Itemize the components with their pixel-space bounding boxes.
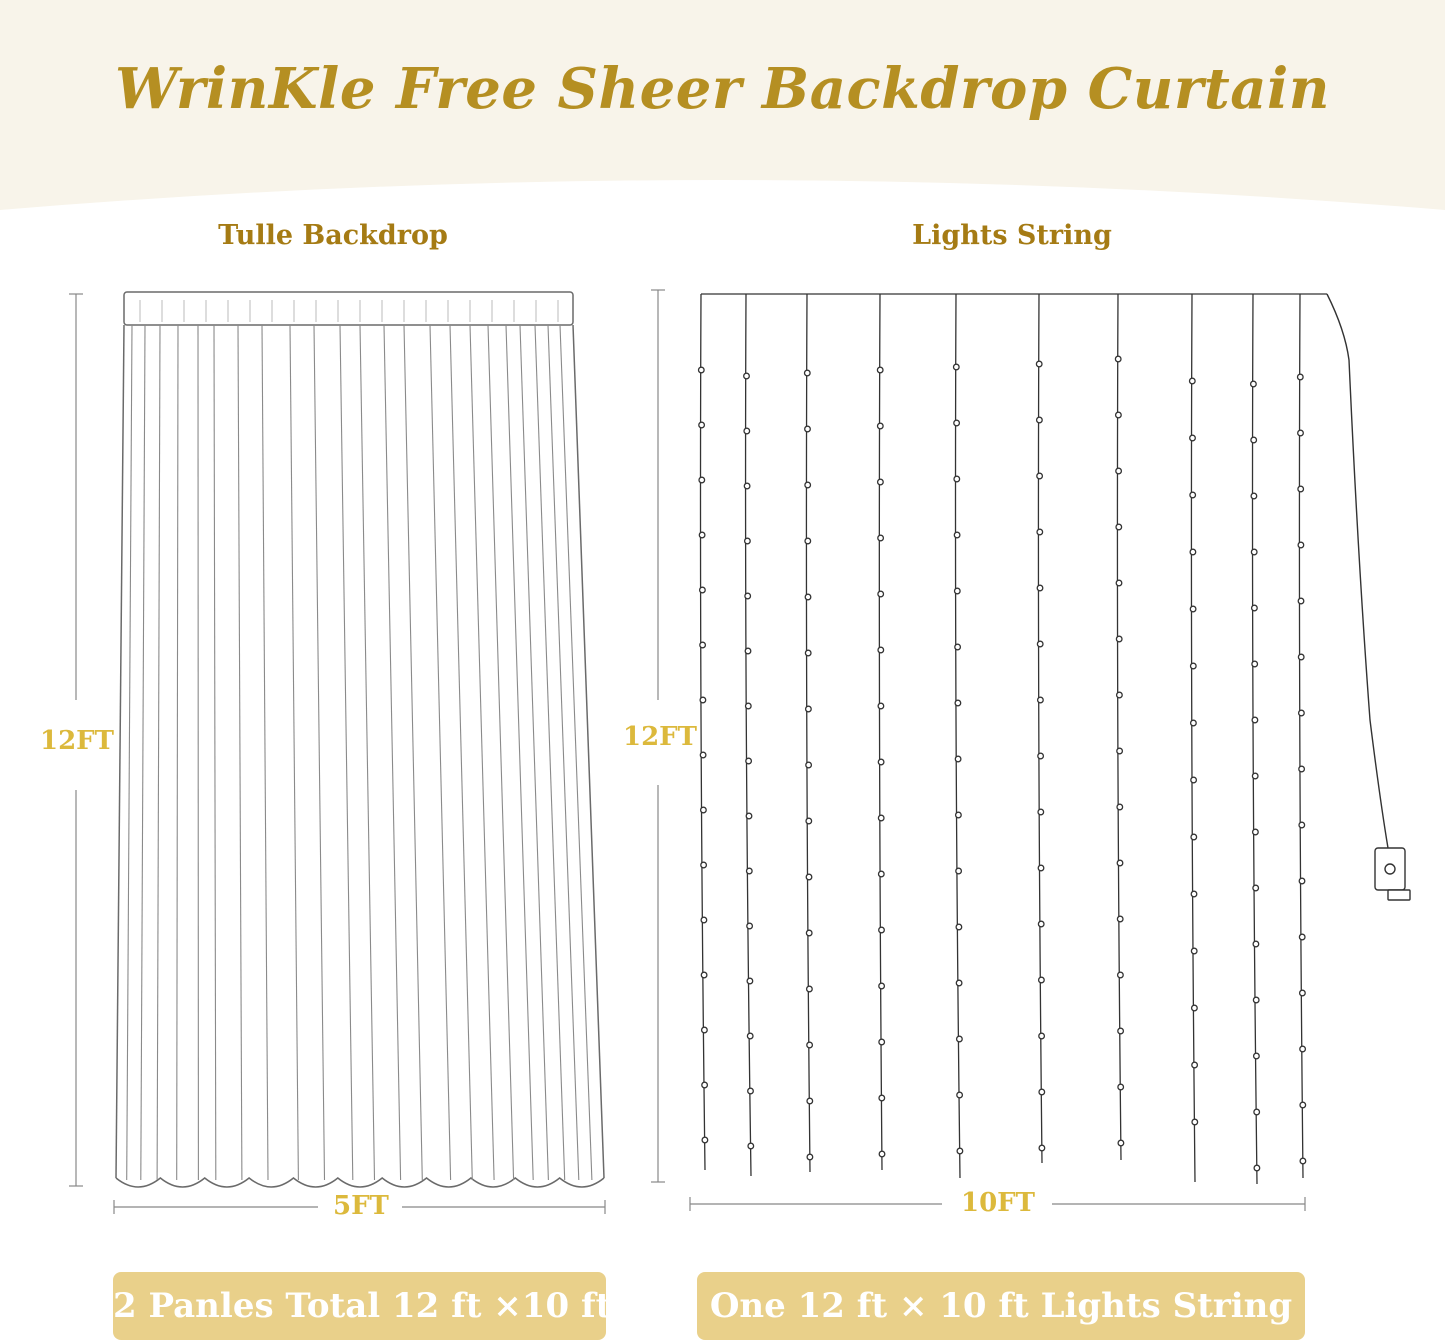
tulle-heading: Tulle Backdrop xyxy=(218,220,448,251)
light-bulb xyxy=(807,1154,813,1160)
lights-height-label: 12FT xyxy=(623,722,697,752)
curtain-hem xyxy=(116,1178,604,1187)
light-bulb xyxy=(957,1036,963,1042)
light-bulb xyxy=(1300,1102,1306,1108)
light-bulb xyxy=(748,1143,754,1149)
curtain-fold xyxy=(520,325,548,1180)
light-strand xyxy=(1299,294,1303,1178)
light-bulb xyxy=(955,644,961,650)
light-bulb xyxy=(1116,636,1122,642)
light-bulb xyxy=(1190,606,1196,612)
light-bulb xyxy=(1038,921,1044,927)
controller-plug-icon xyxy=(1327,294,1410,900)
light-bulb xyxy=(1191,663,1197,669)
light-bulb xyxy=(1037,417,1043,423)
light-bulb xyxy=(807,1042,813,1048)
light-bulb xyxy=(805,594,811,600)
light-bulb xyxy=(1254,1165,1260,1171)
light-bulb xyxy=(806,762,812,768)
light-bulb xyxy=(879,927,885,933)
light-bulb xyxy=(1299,710,1305,716)
light-bulb xyxy=(1190,492,1196,498)
light-bulb xyxy=(745,648,751,654)
curtain-fold xyxy=(404,325,422,1180)
tulle-height-label: 12FT xyxy=(40,726,114,756)
light-bulb xyxy=(879,1095,885,1101)
light-bulb xyxy=(1037,473,1043,479)
light-bulb xyxy=(1117,916,1123,922)
light-bulb xyxy=(805,482,811,488)
light-bulb xyxy=(1037,585,1043,591)
light-bulb xyxy=(1039,977,1045,983)
light-bulb xyxy=(1254,1109,1260,1115)
light-bulb xyxy=(1299,878,1305,884)
light-bulb xyxy=(807,1098,813,1104)
light-bulb xyxy=(1115,356,1121,362)
light-bulb xyxy=(878,423,884,429)
light-bulb xyxy=(1038,697,1044,703)
light-bulb xyxy=(806,930,812,936)
light-bulb xyxy=(956,812,962,818)
lights-heading: Lights String xyxy=(912,220,1112,251)
light-bulb xyxy=(702,1027,708,1033)
light-bulb xyxy=(1038,809,1044,815)
page-title: WrinKle Free Sheer Backdrop Curtain xyxy=(115,56,1330,122)
light-bulb xyxy=(956,924,962,930)
light-bulb xyxy=(747,923,753,929)
light-bulb xyxy=(877,367,883,373)
light-bulb xyxy=(747,1033,753,1039)
light-bulb xyxy=(956,980,962,986)
light-bulb xyxy=(806,874,812,880)
curtain-fold xyxy=(548,325,579,1180)
light-bulb xyxy=(878,647,884,653)
curtain-fold xyxy=(262,325,268,1180)
light-bulb xyxy=(1190,378,1196,384)
curtain-fold xyxy=(177,325,178,1180)
light-bulb xyxy=(1118,1028,1124,1034)
light-bulb xyxy=(1252,661,1258,667)
light-bulb xyxy=(1039,1089,1045,1095)
light-bulb xyxy=(1300,1158,1306,1164)
light-bulb xyxy=(956,868,962,874)
light-bulb xyxy=(807,986,813,992)
light-bulb xyxy=(805,538,811,544)
light-bulb xyxy=(1116,580,1122,586)
curtain-fold xyxy=(141,325,145,1180)
light-bulb xyxy=(1254,1053,1260,1059)
light-bulb xyxy=(1251,437,1257,443)
curtain-fold xyxy=(340,325,353,1180)
light-bulb xyxy=(746,758,752,764)
light-bulb xyxy=(1116,524,1122,530)
curtain-fold xyxy=(157,325,160,1180)
light-bulb xyxy=(954,532,960,538)
light-bulb xyxy=(700,587,706,593)
light-bulb xyxy=(957,1148,963,1154)
curtain-fold xyxy=(238,325,242,1180)
light-bulb xyxy=(700,752,706,758)
light-bulb xyxy=(878,479,884,485)
light-bulb xyxy=(879,1151,885,1157)
light-bulb xyxy=(1300,1046,1306,1052)
light-bulb xyxy=(1298,486,1304,492)
light-bulb xyxy=(806,818,812,824)
light-strand xyxy=(746,294,751,1176)
light-bulb xyxy=(878,535,884,541)
curtain-fold xyxy=(214,325,216,1180)
light-bulb xyxy=(1038,865,1044,871)
light-bulb xyxy=(1298,430,1304,436)
light-bulb xyxy=(1117,804,1123,810)
curtain-fold xyxy=(430,325,451,1180)
light-bulb xyxy=(878,703,884,709)
light-bulb xyxy=(1190,549,1196,555)
curtain-right-edge xyxy=(573,325,604,1178)
curtain-fold xyxy=(384,325,401,1180)
light-bulb xyxy=(702,1082,708,1088)
light-bulb xyxy=(1191,834,1197,840)
light-bulb xyxy=(1192,1119,1198,1125)
light-bulb xyxy=(745,593,751,599)
light-bulb xyxy=(746,813,752,819)
light-bulb xyxy=(745,538,751,544)
curtain-fold xyxy=(290,325,298,1180)
light-bulb xyxy=(805,426,811,432)
curtain-left-edge xyxy=(116,325,124,1178)
light-bulb xyxy=(1252,605,1258,611)
light-bulb xyxy=(1191,777,1197,783)
light-bulb xyxy=(1117,748,1123,754)
light-bulb xyxy=(1037,529,1043,535)
curtain-fold xyxy=(560,325,592,1180)
light-strand xyxy=(1253,294,1258,1184)
tulle-caption: 2 Panles Total 12 ft ×10 ft xyxy=(113,1272,606,1340)
light-bulb xyxy=(1299,934,1305,940)
light-bulb xyxy=(954,476,960,482)
light-bulb xyxy=(955,588,961,594)
light-bulb xyxy=(701,972,707,978)
light-bulb xyxy=(700,697,706,703)
light-bulb xyxy=(699,477,705,483)
light-bulb xyxy=(1118,1084,1124,1090)
curtain-fold xyxy=(314,325,325,1180)
light-bulb xyxy=(744,483,750,489)
light-bulb xyxy=(1298,654,1304,660)
light-bulb xyxy=(954,364,960,370)
light-bulb xyxy=(878,815,884,821)
light-bulb xyxy=(1039,1033,1045,1039)
curtain-rod-pocket xyxy=(124,292,573,325)
light-bulb xyxy=(1299,766,1305,772)
curtain-fold xyxy=(470,325,494,1180)
light-bulb xyxy=(1118,1140,1124,1146)
light-bulb xyxy=(1116,468,1122,474)
light-bulb xyxy=(746,703,752,709)
light-bulb xyxy=(957,1092,963,1098)
light-bulb xyxy=(1300,990,1306,996)
light-bulb xyxy=(879,871,885,877)
light-bulb xyxy=(805,370,811,376)
light-bulb xyxy=(1118,972,1124,978)
light-bulb xyxy=(1191,891,1197,897)
light-bulb xyxy=(744,428,750,434)
light-strand xyxy=(956,294,961,1178)
light-bulb xyxy=(806,706,812,712)
tulle-width-label: 5FT xyxy=(333,1191,389,1221)
light-bulb xyxy=(1192,1062,1198,1068)
light-bulb xyxy=(1190,435,1196,441)
light-bulb xyxy=(1117,692,1123,698)
curtain-fold xyxy=(450,325,472,1180)
light-bulb xyxy=(1038,753,1044,759)
light-bulb xyxy=(747,868,753,874)
light-bulb xyxy=(1117,860,1123,866)
light-bulb xyxy=(1251,549,1257,555)
light-bulb xyxy=(1252,717,1258,723)
light-bulb xyxy=(1191,948,1197,954)
light-bulb xyxy=(701,862,707,868)
lights-caption: One 12 ft × 10 ft Lights String xyxy=(697,1272,1305,1340)
curtain-fold xyxy=(360,325,375,1180)
light-bulb xyxy=(1253,885,1259,891)
light-bulb xyxy=(1299,822,1305,828)
light-bulb xyxy=(1116,412,1122,418)
tulle-curtain-illustration xyxy=(116,292,604,1187)
light-bulb xyxy=(702,1137,708,1143)
light-bulb xyxy=(748,1088,754,1094)
light-bulb xyxy=(1191,720,1197,726)
lights-width-label: 10FT xyxy=(961,1188,1035,1218)
light-bulb xyxy=(1039,1145,1045,1151)
light-bulb xyxy=(700,642,706,648)
light-bulb xyxy=(1036,361,1042,367)
light-bulb xyxy=(701,917,707,923)
light-bulb xyxy=(1192,1005,1198,1011)
light-bulb xyxy=(747,978,753,984)
light-bulb xyxy=(1037,641,1043,647)
curtain-fold xyxy=(535,325,565,1180)
curtain-fold xyxy=(127,325,132,1180)
light-bulb xyxy=(744,373,750,379)
light-bulb xyxy=(1298,542,1304,548)
light-bulb xyxy=(1253,997,1259,1003)
light-bulb xyxy=(955,700,961,706)
light-bulb xyxy=(1253,829,1259,835)
light-bulb xyxy=(699,422,705,428)
lights-string-illustration xyxy=(699,294,1328,1184)
light-bulb xyxy=(955,756,961,762)
light-bulb xyxy=(805,650,811,656)
light-bulb xyxy=(879,983,885,989)
light-bulb xyxy=(879,1039,885,1045)
light-strand xyxy=(1191,294,1195,1182)
light-bulb xyxy=(1253,941,1259,947)
light-bulb xyxy=(1298,598,1304,604)
light-bulb xyxy=(1251,493,1257,499)
light-bulb xyxy=(1298,374,1304,380)
light-bulb xyxy=(701,807,707,813)
light-bulb xyxy=(699,532,705,538)
light-bulb xyxy=(699,367,705,373)
light-bulb xyxy=(878,591,884,597)
light-bulb xyxy=(954,420,960,426)
light-bulb xyxy=(878,759,884,765)
light-bulb xyxy=(1251,381,1257,387)
light-bulb xyxy=(1252,773,1258,779)
